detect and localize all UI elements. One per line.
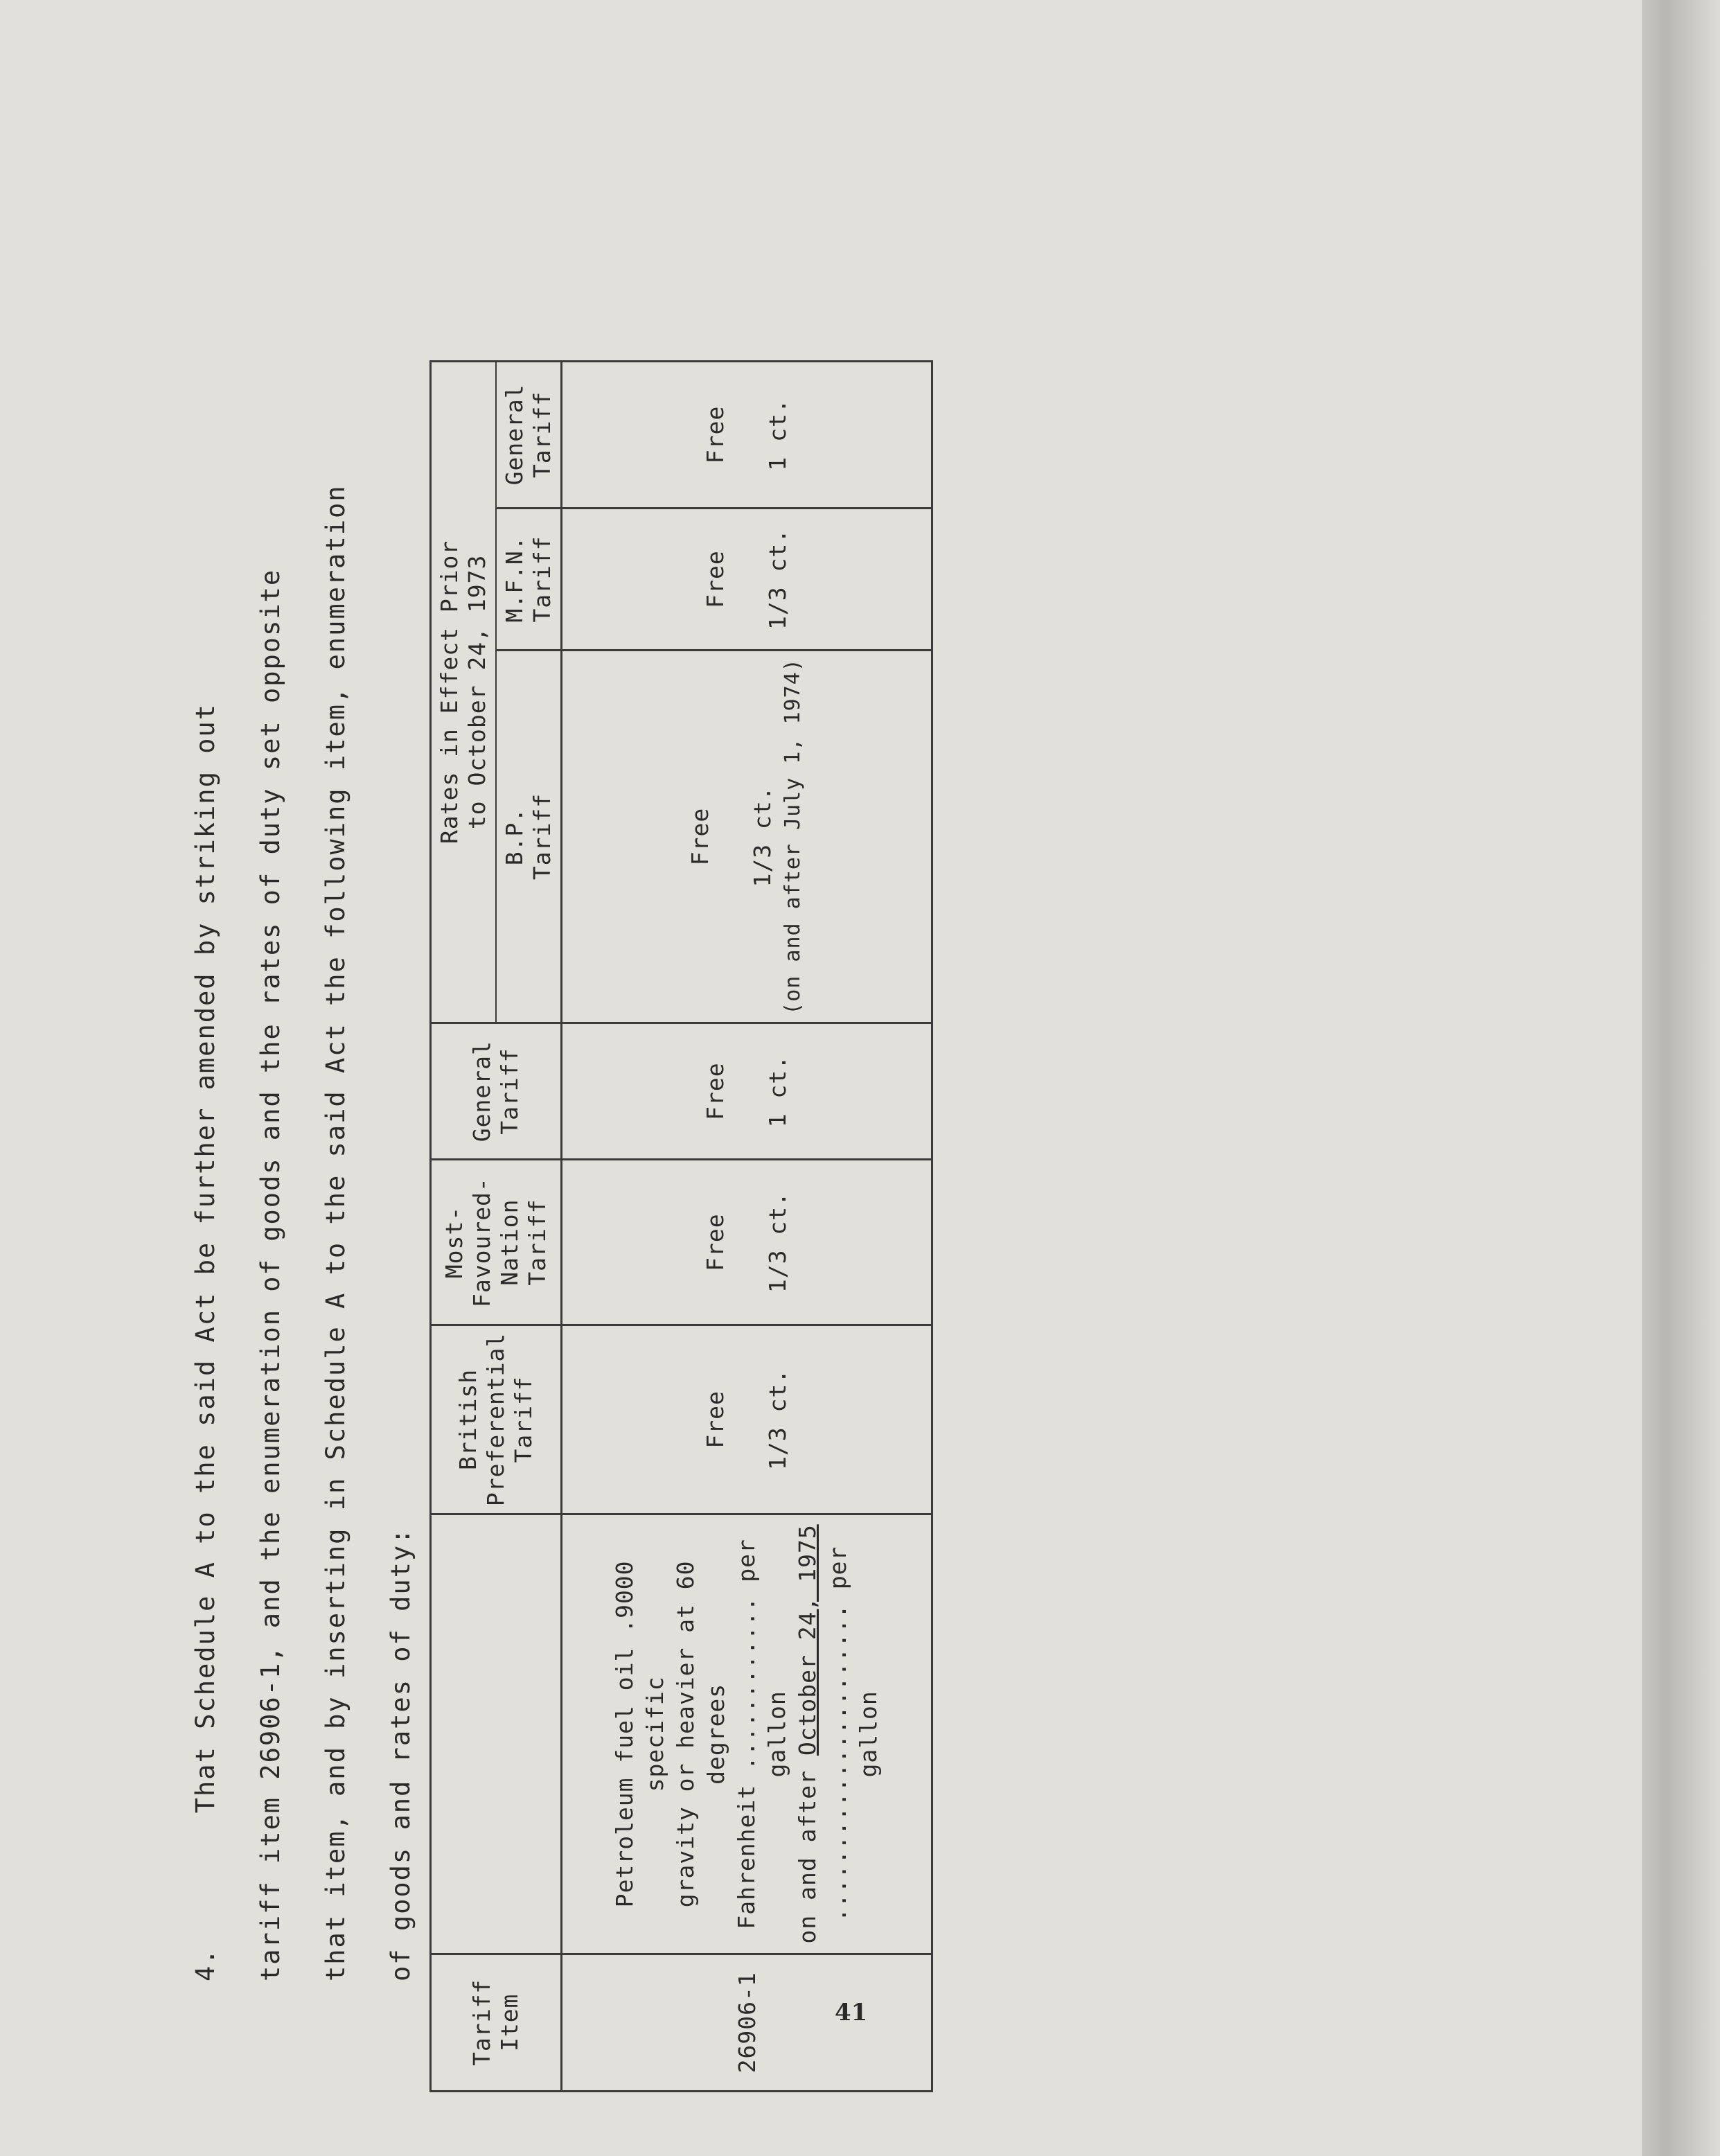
header-text: to October 24, 1973 xyxy=(463,554,490,830)
desc-underlined-date: October 24, 1975 xyxy=(794,1524,821,1756)
header-most-favoured-nation xyxy=(431,1160,562,1325)
cell-tariff-item: 26906-1 xyxy=(562,1954,932,2091)
paragraph-line: 4. That Schedule A to the said Act be further amended by striking out xyxy=(190,703,220,1981)
header-text: Tariff xyxy=(510,1376,537,1463)
header-text: M.F.N. xyxy=(501,536,528,623)
table-row xyxy=(562,362,932,2092)
header-text: British xyxy=(454,1368,481,1470)
header-text: Favoured- xyxy=(468,1177,495,1308)
tariff-table xyxy=(429,360,933,2092)
header-text: Tariff xyxy=(529,793,556,881)
header-prior-bp-tariff xyxy=(496,651,562,1023)
header-text: Tariff xyxy=(496,1048,523,1135)
desc-line: Fahrenheit ............ per gallon xyxy=(733,1539,790,1929)
cell-general xyxy=(562,1023,932,1160)
rotated-content xyxy=(159,83,1475,2092)
cell-prior-bp xyxy=(562,651,932,1023)
header-text: Tariff xyxy=(524,1199,551,1286)
amendment-paragraph xyxy=(173,111,434,1981)
header-prior-mfn-tariff xyxy=(496,508,562,650)
cell-description xyxy=(562,1514,932,1954)
paragraph-line: of goods and rates of duty: xyxy=(386,1527,416,1981)
header-rates-prior xyxy=(431,362,497,1023)
header-text: Nation xyxy=(496,1199,523,1286)
header-text: Item xyxy=(496,1993,523,2052)
rate-value: Free xyxy=(702,405,729,464)
paragraph-line: that item, and by inserting in Schedule A to the said Act the following item, enumeration xyxy=(321,484,351,1981)
header-text: General xyxy=(501,384,528,486)
cell-prior-general xyxy=(562,362,932,509)
header-text: Tariff xyxy=(529,391,556,478)
header-description xyxy=(431,1514,562,1954)
desc-line xyxy=(792,1522,823,1945)
header-text: B.P. xyxy=(501,807,528,866)
page-edge-shadow xyxy=(1642,0,1720,2156)
header-general-tariff xyxy=(431,1023,562,1160)
header-text: General xyxy=(468,1041,495,1142)
rate-value: 1/3 ct. xyxy=(764,528,791,630)
desc-line: Petroleum fuel oil .9000 specific xyxy=(611,1560,668,1908)
rate-value: 1 ct. xyxy=(764,1054,791,1128)
rate-value: Free xyxy=(702,1213,729,1271)
rate-value: Free xyxy=(702,1062,729,1120)
page-number: 41 xyxy=(835,1999,868,2026)
header-text: Tariff xyxy=(468,1979,495,2066)
rate-value: 1/3 ct. xyxy=(764,1192,791,1293)
rate-note: (on and after July 1, 1974) xyxy=(781,658,805,1015)
desc-line: gravity or heavier at 60 degrees xyxy=(672,1560,729,1908)
rate-value: Free xyxy=(702,1390,729,1449)
header-british-preferential xyxy=(431,1325,562,1514)
rate-value: 1/3 ct. xyxy=(749,786,776,887)
header-text: Most- xyxy=(441,1205,468,1279)
rate-value: Free xyxy=(686,807,713,866)
rate-value: Free xyxy=(702,550,729,608)
cell-prior-mfn xyxy=(562,508,932,650)
cell-bpt xyxy=(562,1325,932,1514)
desc-text: on and after xyxy=(794,1756,821,1944)
paragraph-line: tariff item 26906-1, and the enumeration of goods and the rates of duty set opposite xyxy=(256,568,285,1981)
header-text: Rates in Effect Prior xyxy=(436,540,463,845)
header-text: Preferential xyxy=(482,1332,509,1507)
header-text: Tariff xyxy=(529,536,556,623)
cell-mfn xyxy=(562,1160,932,1325)
rate-value: 1/3 ct. xyxy=(764,1368,791,1470)
rate-value: 1 ct. xyxy=(764,398,791,471)
desc-line: ...................... per gallon xyxy=(824,1546,882,1923)
header-tariff-item xyxy=(431,1954,562,2091)
header-prior-general-tariff xyxy=(496,362,562,509)
